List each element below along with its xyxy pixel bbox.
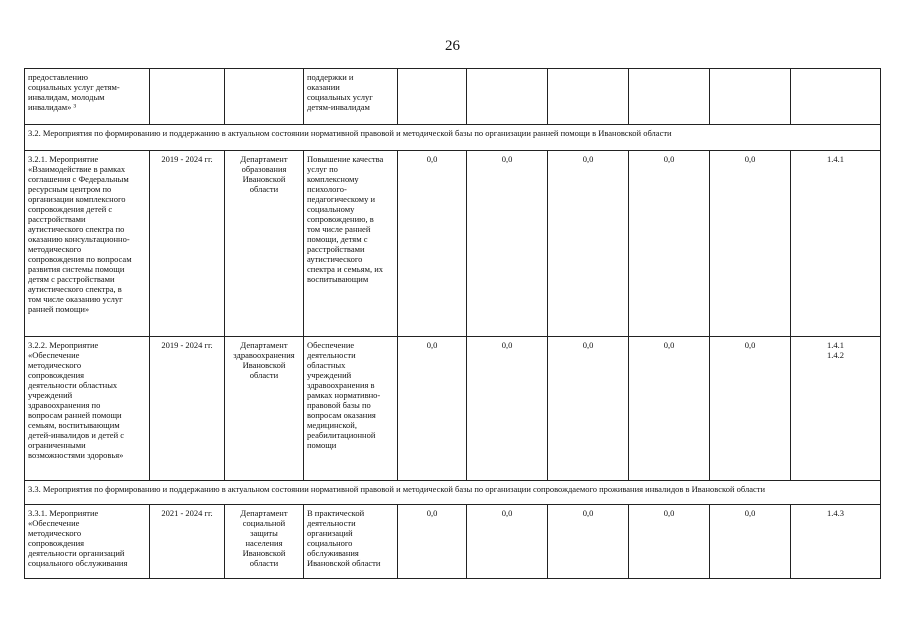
executor-cell: Департамент социальной защиты населения Ивановской области <box>225 505 304 579</box>
value-cell: 0,0 <box>548 151 629 337</box>
indicator-cell: 1.4.1 1.4.2 <box>791 337 881 481</box>
activity-name-cell: 3.2.2. Мероприятие «Обеспечение методического сопровождения деятельности областных учреждений здравоохранения по вопросам ранней помощи семьям, воспитывающим детей-инвалидов и детей с ограниченными возможностями здоровья» <box>25 337 150 481</box>
period-cell: 2019 - 2024 гг. <box>150 151 225 337</box>
value-cell: 0,0 <box>467 505 548 579</box>
period-cell <box>150 69 225 125</box>
indicator-cell <box>791 69 881 125</box>
indicator-cell: 1.4.1 <box>791 151 881 337</box>
value-cell <box>548 69 629 125</box>
value-cell: 0,0 <box>629 337 710 481</box>
section-heading-3-3: 3.3. Мероприятия по формированию и поддержанию в актуальном состоянии нормативной правовой и методической базы по организации сопровождаемого проживания инвалидов в Ивановской области <box>25 481 881 505</box>
value-cell <box>710 69 791 125</box>
section-row <box>25 125 881 151</box>
executor-cell <box>225 69 304 125</box>
result-cell: поддержки и оказании социальных услуг детям-инвалидам <box>304 69 398 125</box>
value-cell: 0,0 <box>548 337 629 481</box>
value-cell: 0,0 <box>629 505 710 579</box>
value-cell: 0,0 <box>398 337 467 481</box>
result-cell: Повышение качества услуг по комплексному психолого- педагогическому и социальному сопровождению, в том числе ранней помощи, детям с расстройствами аутистического спектра и семьям, их воспитывающим <box>304 151 398 337</box>
activity-name-cell: предоставлению социальных услуг детям- инвалидам, молодым инвалидам» ³ <box>25 69 150 125</box>
value-cell <box>467 69 548 125</box>
indicator-cell: 1.4.3 <box>791 505 881 579</box>
program-activities-table <box>24 68 881 579</box>
value-cell: 0,0 <box>710 337 791 481</box>
executor-cell: Департамент образования Ивановской области <box>225 151 304 337</box>
value-cell <box>629 69 710 125</box>
table-row <box>25 69 881 125</box>
activity-name-cell: 3.3.1. Мероприятие «Обеспечение методического сопровождения деятельности организаций социального обслуживания <box>25 505 150 579</box>
executor-cell: Департамент здравоохранения Ивановской области <box>225 337 304 481</box>
period-cell: 2019 - 2024 гг. <box>150 337 225 481</box>
section-heading-3-2: 3.2. Мероприятия по формированию и поддержанию в актуальном состоянии нормативной правовой и методической базы по организации ранней помощи в Ивановской области <box>25 125 881 151</box>
value-cell: 0,0 <box>548 505 629 579</box>
value-cell: 0,0 <box>398 151 467 337</box>
value-cell: 0,0 <box>398 505 467 579</box>
value-cell: 0,0 <box>467 151 548 337</box>
table-row <box>25 505 881 579</box>
result-cell: Обеспечение деятельности областных учреждений здравоохранения в рамках нормативно- правовой базы по вопросам оказания медицинской, реабилитационной помощи <box>304 337 398 481</box>
value-cell: 0,0 <box>710 505 791 579</box>
activity-name-cell: 3.2.1. Мероприятие «Взаимодействие в рамках соглашения с Федеральным ресурсным центром по организации комплексного сопровождения детей с расстройствами аутистического спектра по оказанию консультационно- методического сопровождения по вопросам развития системы помощи детям с расстройствами аутистического спектра, в том числе оказанию услуг ранней помощи» <box>25 151 150 337</box>
page-number: 26 <box>445 38 460 54</box>
table-row <box>25 151 881 337</box>
value-cell: 0,0 <box>629 151 710 337</box>
value-cell <box>398 69 467 125</box>
result-cell: В практической деятельности организаций социального обслуживания Ивановской области <box>304 505 398 579</box>
table-row <box>25 337 881 481</box>
section-row <box>25 481 881 505</box>
value-cell: 0,0 <box>710 151 791 337</box>
period-cell: 2021 - 2024 гг. <box>150 505 225 579</box>
value-cell: 0,0 <box>467 337 548 481</box>
